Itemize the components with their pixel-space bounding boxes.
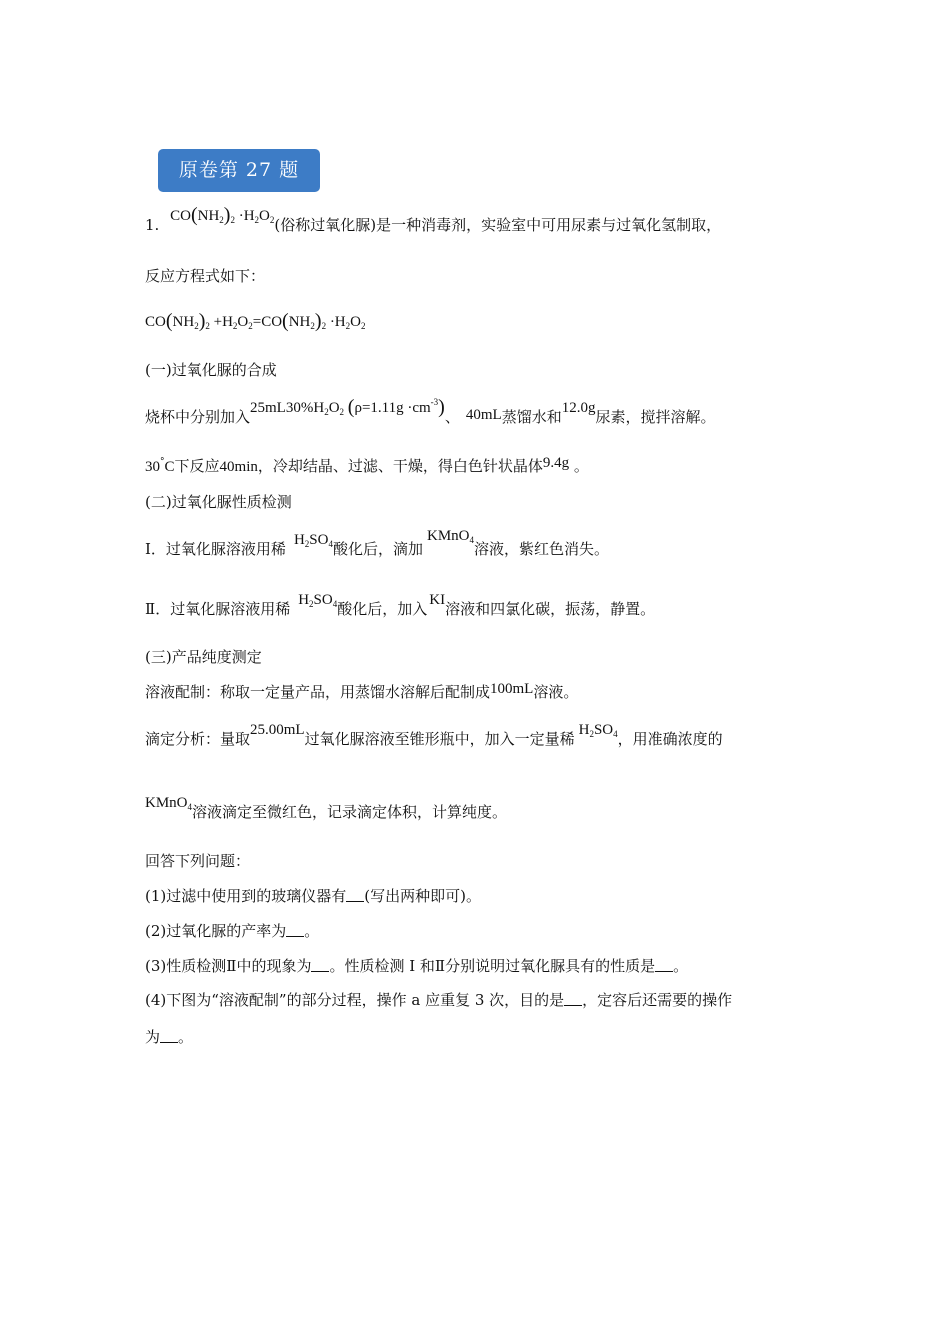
section-heading-property-test: (二)过氧化脲性质检测 [145, 493, 292, 511]
solution-prep-line: 溶液配制：称取一定量产品，用蒸馏水溶解后配制成100mL溶液。 [145, 681, 579, 701]
answer-blank[interactable] [160, 1030, 178, 1043]
answer-blank[interactable] [286, 924, 304, 937]
intro-text: (俗称过氧化脲)是一种消毒剂，实验室中可用尿素与过氧化氢制取， [274, 216, 722, 234]
question-number: 1. [145, 216, 160, 234]
answer-blank[interactable] [655, 959, 673, 972]
answer-blank[interactable] [564, 993, 582, 1006]
question-4: (4)下图为“溶液配制”的部分过程，操作 a 应重复 3 次，目的是 ，定容后还需要的操作 [145, 991, 733, 1009]
question-4-continued: 为 。 [145, 1028, 194, 1046]
urea-peroxide-formula: $CO(NH_2)_2 \cdot H_2O_2$ [170, 204, 275, 226]
answer-blank[interactable] [311, 959, 329, 972]
question-3: (3)性质检测Ⅱ中的现象为 。性质检测 I 和Ⅱ分别说明过氧化脲具有的性质是 。 [145, 957, 689, 975]
property-test-2: Ⅱ．过氧化脲溶液用稀 $H_2SO_4$酸化后，加入 KI溶液和四氯化碳，振荡，静置。 [145, 592, 656, 618]
section-heading-synthesis: (一)过氧化脲的合成 [145, 361, 277, 379]
answer-blank[interactable] [346, 889, 364, 902]
synthesis-procedure-line: 烧杯中分别加入$25mL30\%H_2O_2$ $(\rho=1.11g \cdot cm^{-3})$、 40mL蒸馏水和12.0g尿素，搅拌溶解。 [145, 396, 716, 426]
question-intro-line [145, 204, 722, 236]
question-1: (1)过滤中使用到的玻璃仪器有 (写出两种即可)。 [145, 887, 481, 905]
property-test-1: I．过氧化脲溶液用稀 $H_2SO_4$酸化后，滴加KMnO$_4$溶液，紫红色消失。 [145, 528, 610, 558]
question-source-badge: 原卷第 27 题 [158, 149, 320, 192]
section-heading-purity: (三)产品纯度测定 [145, 648, 262, 666]
reaction-condition-line: 30°C下反应40min，冷却结晶、过滤、干燥，得白色针状晶体9.4g 。 [145, 455, 589, 475]
reaction-intro-line: 反应方程式如下： [145, 267, 266, 285]
titration-line-2: KMnO$_4$溶液滴定至微红色，记录滴定体积，计算纯度。 [145, 795, 508, 821]
titration-line: 滴定分析：量取25.00mL过氧化脲溶液至锥形瓶中，加入一定量稀 $H_2SO_4$，用准确浓度的 [145, 722, 723, 748]
question-2: (2)过氧化脲的产率为 。 [145, 922, 320, 940]
answer-lead: 回答下列问题： [145, 852, 251, 870]
reaction-equation: $CO(NH_2)_2 +H_2O_2=CO(NH_2)_2 \cdot H_2O_2$ [145, 310, 366, 332]
